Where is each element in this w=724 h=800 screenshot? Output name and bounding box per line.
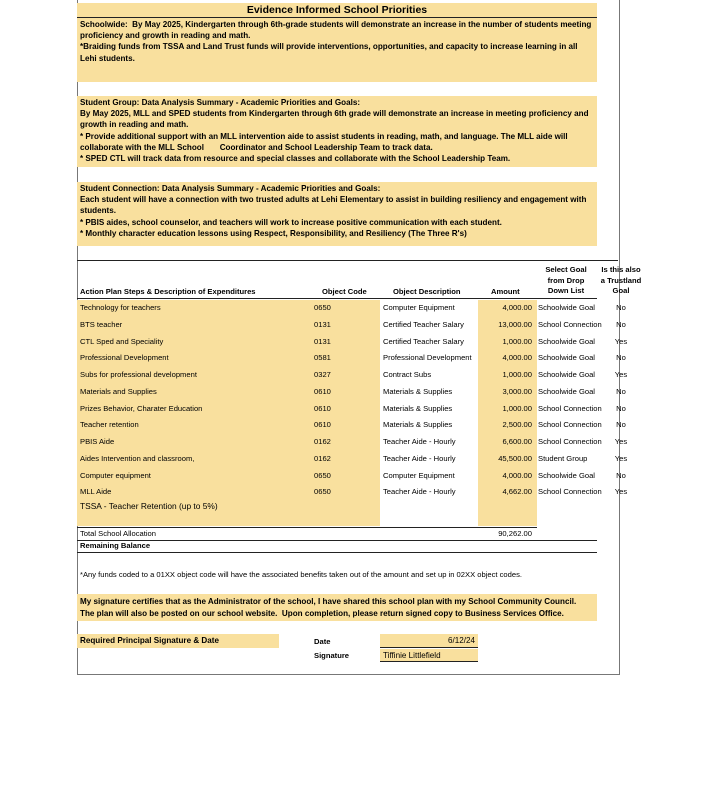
row-object-code: 0610 — [314, 420, 331, 430]
row-amount: 2,500.00 — [502, 420, 532, 430]
remaining-balance-label: Remaining Balance — [80, 541, 151, 550]
tssa-row-label: TSSA - Teacher Retention (up to 5%) — [80, 501, 218, 511]
row-trustland[interactable]: No — [616, 319, 626, 329]
row-object-description: Teacher Aide - Hourly — [383, 487, 456, 497]
row-step: Technology for teachers — [80, 303, 161, 312]
row-goal[interactable]: Schoolwide Goal — [538, 303, 595, 312]
row-object-code: 0650 — [314, 470, 331, 480]
row-trustland[interactable]: No — [616, 420, 626, 430]
row-object-code: 0327 — [314, 370, 331, 379]
row-amount: 6,600.00 — [502, 437, 532, 446]
row-object-code: 0162 — [314, 453, 331, 463]
row-object-code: 0650 — [314, 303, 331, 312]
row-object-description: Certified Teacher Salary — [383, 319, 464, 329]
schoolwide-goal-text: Schoolwide: By May 2025, Kindergarten through 6th-grade students will demonstrate an increase in the number of students meeting proficiency and growth in reading and math. — [80, 20, 594, 41]
remaining-bottom-divider — [77, 552, 597, 553]
row-amount: 4,000.00 — [502, 353, 532, 363]
row-trustland[interactable]: No — [616, 470, 626, 480]
date-field[interactable]: 6/12/24 — [380, 634, 478, 648]
header-select-goal-line2: from Drop — [547, 275, 585, 285]
row-trustland[interactable]: No — [616, 353, 626, 363]
remaining-divider — [77, 540, 597, 541]
row-object-code: 0162 — [314, 437, 331, 446]
row-amount: 4,000.00 — [502, 470, 532, 480]
row-trustland[interactable]: Yes — [614, 437, 628, 446]
row-step: Prizes Behavior, Charater Education — [80, 403, 203, 413]
row-object-description: Contract Subs — [383, 370, 432, 379]
header-trustland-line3: Goal — [612, 286, 630, 295]
row-object-description: Materials & Supplies — [383, 386, 453, 396]
row-object-code: 0650 — [314, 487, 331, 497]
row-step: Aides Intervention and classroom, — [80, 453, 195, 463]
certification-block — [77, 594, 597, 621]
row-trustland[interactable]: No — [616, 386, 626, 396]
row-step: Teacher retention — [80, 420, 139, 430]
schoolwide-goal-block — [77, 18, 597, 82]
header-select-goal — [538, 265, 594, 297]
student-group-strategy-1: * Provide additional support with an MLL intervention aide to assist students in reading, math, and language. The MLL aide will collaborate with the MLL School Coordinator and School Leadership Team to track data. — [80, 131, 570, 152]
row-amount: 4,000.00 — [502, 303, 532, 312]
header-amount: Amount — [491, 287, 520, 296]
row-amount: 1,000.00 — [502, 370, 532, 379]
header-divider — [77, 298, 597, 299]
student-connection-goal-block — [77, 182, 597, 246]
header-steps: Action Plan Steps & Description of Expenditures — [80, 287, 256, 296]
certification-line-1: My signature certifies that as the Administrator of the school, I have shared this school plan with my School Community Council. — [80, 597, 577, 606]
header-trustland-goal — [596, 265, 646, 297]
row-trustland[interactable]: No — [616, 303, 626, 312]
header-object-description: Object Description — [393, 287, 461, 296]
row-goal[interactable]: School Connection — [538, 420, 602, 430]
row-step: Professional Development — [80, 353, 169, 363]
total-allocation-value: 90,262.00 — [498, 529, 532, 538]
row-step: CTL Sped and Speciality — [80, 336, 164, 346]
row-object-code: 0610 — [314, 403, 331, 413]
row-trustland[interactable]: Yes — [614, 487, 628, 497]
row-goal[interactable]: Schoolwide Goal — [538, 386, 595, 396]
row-goal[interactable]: School Connection — [538, 319, 602, 329]
row-object-description: Teacher Aide - Hourly — [383, 453, 456, 463]
row-step: Subs for professional development — [80, 370, 197, 379]
row-goal[interactable]: Schoolwide Goal — [538, 470, 595, 480]
row-object-description: Computer Equipment — [383, 303, 455, 312]
row-object-code: 0131 — [314, 319, 331, 329]
row-trustland[interactable]: Yes — [614, 453, 628, 463]
date-label: Date — [314, 637, 331, 646]
row-object-code: 0131 — [314, 336, 331, 346]
header-select-goal-line3: Down List — [547, 286, 585, 295]
row-amount: 45,500.00 — [498, 453, 532, 463]
row-object-description: Materials & Supplies — [383, 420, 453, 430]
row-step: BTS teacher — [80, 319, 123, 329]
row-trustland[interactable]: No — [616, 403, 626, 413]
total-allocation-label: Total School Allocation — [80, 529, 156, 538]
row-amount: 13,000.00 — [498, 319, 532, 329]
row-amount: 1,000.00 — [502, 403, 532, 413]
student-connection-goal-text: Each student will have a connection with two trusted adults at Lehi Elementary to assist in building resiliency and engagement with students. — [80, 195, 589, 216]
student-group-goal-block — [77, 96, 597, 167]
row-object-description: Computer Equipment — [383, 470, 455, 480]
row-step: Computer equipment — [80, 470, 151, 480]
row-goal[interactable]: Student Group — [538, 453, 588, 463]
required-signature-label: Required Principal Signature & Date — [77, 634, 279, 648]
row-step: Materials and Supplies — [80, 386, 157, 396]
row-object-description: Teacher Aide - Hourly — [383, 437, 456, 446]
student-group-heading: Student Group: Data Analysis Summary - Academic Priorities and Goals: — [80, 98, 361, 107]
object-code-footnote: *Any funds coded to a 01XX object code will have the associated benefits taken out of the amount and set up in 02XX object codes. — [80, 570, 522, 579]
signature-label: Signature — [314, 651, 350, 660]
student-connection-strategy-2: * Monthly character education lessons using Respect, Responsibility, and Resiliency (The Three R's) — [80, 228, 467, 238]
row-goal[interactable]: School Connection — [538, 437, 602, 446]
row-goal[interactable]: Schoolwide Goal — [538, 370, 595, 379]
page-title: Evidence Informed School Priorities — [77, 3, 597, 18]
row-amount: 4,662.00 — [502, 487, 532, 497]
row-goal[interactable]: School Connection — [538, 487, 602, 497]
row-goal[interactable]: School Connection — [538, 403, 602, 413]
student-connection-heading: Student Connection: Data Analysis Summary - Academic Priorities and Goals: — [80, 184, 381, 193]
row-object-description: Materials & Supplies — [383, 403, 453, 413]
row-object-code: 0610 — [314, 386, 331, 396]
signature-field[interactable]: Tiffinie Littlefield — [380, 649, 478, 662]
row-step: PBIS Aide — [80, 437, 115, 446]
student-group-strategy-2: * SPED CTL will track data from resource and special classes and collaborate with the School Leadership Team. — [80, 154, 511, 164]
schoolwide-strategy-text: *Braiding funds from TSSA and Land Trust funds will provide interventions, opportunities, and capacity to increase learning in all Lehi students. — [80, 42, 580, 63]
row-trustland[interactable]: Yes — [614, 336, 628, 346]
row-amount: 1,000.00 — [502, 336, 532, 346]
row-trustland[interactable]: Yes — [614, 370, 628, 379]
certification-line-2: The plan will also be posted on our school website. Upon completion, please return signed copy to Business Services Office. — [80, 609, 564, 618]
row-goal[interactable]: Schoolwide Goal — [538, 336, 595, 346]
row-object-description: Certified Teacher Salary — [383, 336, 464, 346]
header-object-code: Object Code — [322, 287, 367, 296]
row-object-description: Professional Development — [383, 353, 472, 363]
header-select-goal-line1: Select Goal — [545, 265, 587, 274]
row-amount: 3,000.00 — [502, 386, 532, 396]
row-object-code: 0581 — [314, 353, 331, 363]
header-trustland-line2: a Trustland — [600, 275, 642, 285]
header-trustland-line1: Is this also — [601, 265, 641, 274]
table-top-divider — [77, 260, 618, 261]
row-step: MLL Aide — [80, 487, 112, 497]
student-group-goal-text: By May 2025, MLL and SPED students from Kindergarten through 6th grade will demonstrate an increase in meeting proficiency and growth in reading and math. — [80, 109, 591, 130]
student-connection-strategy-1: * PBIS aides, school counselor, and teachers will work to increase positive communication with each student. — [80, 217, 502, 227]
row-goal[interactable]: Schoolwide Goal — [538, 353, 595, 363]
